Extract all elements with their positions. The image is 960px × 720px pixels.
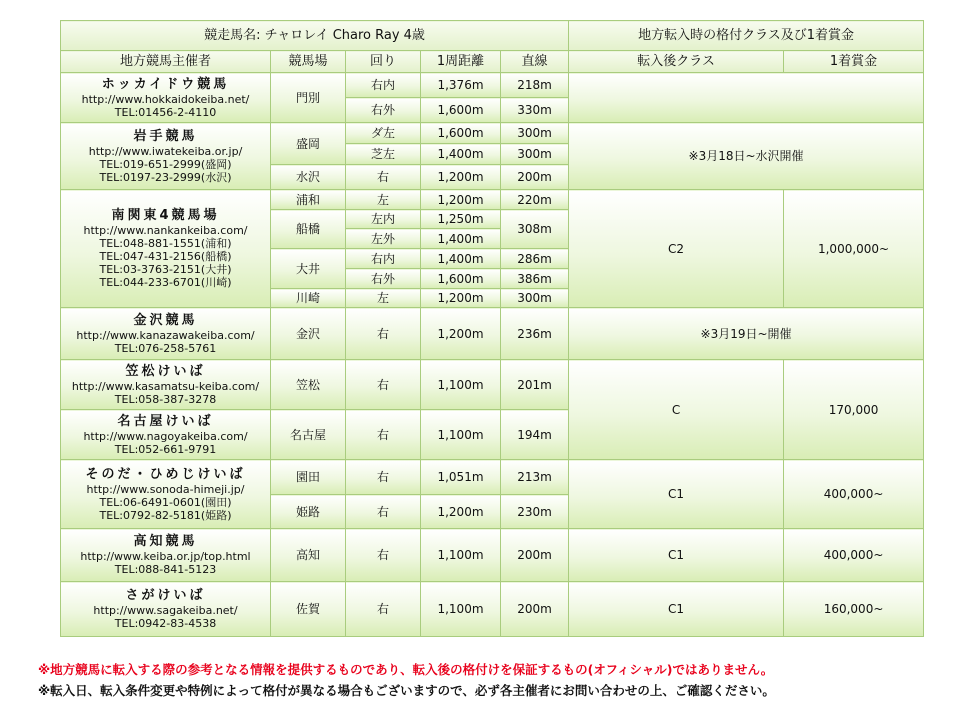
organizer-url[interactable]: http://www.hokkaidokeiba.net/ bbox=[81, 92, 250, 106]
turn-cell: 左内 bbox=[346, 210, 421, 229]
distance-cell: 1,200m bbox=[421, 495, 501, 529]
organizer-url[interactable]: http://www.kanazawakeiba.com/ bbox=[76, 328, 255, 342]
distance-cell: 1,400m bbox=[421, 144, 501, 165]
distance-cell: 1,600m bbox=[421, 123, 501, 144]
organizer-hokkaido bbox=[61, 73, 271, 123]
organizer-kanazawa bbox=[61, 308, 271, 360]
table-header-row-1 bbox=[61, 21, 924, 51]
track-cell: 浦和 bbox=[271, 190, 346, 210]
col-turn: 回り bbox=[346, 51, 421, 73]
turn-cell: 右内 bbox=[346, 249, 421, 269]
organizer-tel: TEL:01456-2-4110 bbox=[114, 105, 217, 119]
turn-cell: 右 bbox=[346, 165, 421, 190]
turn-cell: 芝左 bbox=[346, 144, 421, 165]
straight-cell: 300m bbox=[501, 123, 569, 144]
organizer-tel: TEL:048-881-1551(浦和) bbox=[99, 237, 232, 250]
class-saga: C1 bbox=[569, 582, 784, 637]
organizer-name: さがけいば bbox=[125, 588, 206, 603]
distance-cell: 1,600m bbox=[421, 269, 501, 289]
organizer-name: 岩手競馬 bbox=[133, 128, 198, 144]
organizer-name: 高知競馬 bbox=[133, 534, 198, 549]
organizer-iwate bbox=[61, 123, 271, 190]
organizer-tel: TEL:0942-83-4538 bbox=[114, 617, 217, 630]
distance-cell: 1,400m bbox=[421, 249, 501, 269]
turn-cell: 右 bbox=[346, 495, 421, 529]
organizer-tel: TEL:0197-23-2999(水沢) bbox=[99, 170, 232, 184]
straight-cell: 201m bbox=[501, 360, 569, 410]
turn-cell: 左 bbox=[346, 190, 421, 210]
table-row bbox=[61, 460, 924, 495]
prize-minami-kanto: 1,000,000~ bbox=[784, 190, 924, 308]
turn-cell: 右 bbox=[346, 410, 421, 460]
distance-cell: 1,200m bbox=[421, 308, 501, 360]
table-row bbox=[61, 123, 924, 144]
organizer-nagoya bbox=[61, 410, 271, 460]
turn-cell: 右 bbox=[346, 308, 421, 360]
table-header-row-2 bbox=[61, 51, 924, 73]
col-prize: 1着賞金 bbox=[784, 51, 924, 73]
organizer-name: 名古屋けいば bbox=[117, 413, 214, 429]
prize-saga: 160,000~ bbox=[784, 582, 924, 637]
transfer-header: 地方転入時の格付クラス及び1着賞金 bbox=[569, 21, 924, 51]
organizer-url[interactable]: http://www.iwatekeiba.or.jp/ bbox=[88, 144, 243, 158]
organizer-kochi bbox=[61, 529, 271, 582]
organizer-tel: TEL:058-387-3278 bbox=[114, 392, 217, 406]
turn-cell: 右 bbox=[346, 360, 421, 410]
col-distance: 1周距離 bbox=[421, 51, 501, 73]
horse-name-header: 競走馬名: チャロレイ Charo Ray 4歳 bbox=[61, 21, 569, 51]
distance-cell: 1,200m bbox=[421, 190, 501, 210]
disclaimer-note: ※地方競馬に転入する際の参考となる情報を提供するものであり、転入後の格付けを保証するもの(オフィシャル)ではありません。 bbox=[38, 662, 774, 677]
organizer-tel: TEL:047-431-2156(船橋) bbox=[99, 250, 232, 263]
turn-cell: 右内 bbox=[346, 73, 421, 98]
col-class: 転入後クラス bbox=[569, 51, 784, 73]
turn-cell: 右外 bbox=[346, 269, 421, 289]
turn-cell: ダ左 bbox=[346, 123, 421, 144]
track-cell: 笠松 bbox=[271, 360, 346, 410]
turn-cell: 右外 bbox=[346, 98, 421, 123]
distance-cell: 1,250m bbox=[421, 210, 501, 229]
turn-cell: 右 bbox=[346, 529, 421, 582]
distance-cell: 1,200m bbox=[421, 165, 501, 190]
organizer-hyogo bbox=[61, 460, 271, 529]
organizer-tel: TEL:019-651-2999(盛岡) bbox=[99, 157, 232, 171]
organizer-url[interactable]: http://www.nankankeiba.com/ bbox=[83, 224, 248, 237]
class-note-iwate: ※3月18日~水沢開催 bbox=[569, 123, 924, 190]
col-track: 競馬場 bbox=[271, 51, 346, 73]
organizer-tel: TEL:0792-82-5181(姫路) bbox=[99, 508, 232, 522]
straight-cell: 386m bbox=[501, 269, 569, 289]
organizer-name: 金沢競馬 bbox=[133, 312, 198, 328]
organizer-name: 南関東4競馬場 bbox=[111, 208, 220, 223]
track-cell: 園田 bbox=[271, 460, 346, 495]
distance-cell: 1,100m bbox=[421, 529, 501, 582]
distance-cell: 1,051m bbox=[421, 460, 501, 495]
table-row bbox=[61, 190, 924, 210]
organizer-url[interactable]: http://www.sonoda-himeji.jp/ bbox=[86, 482, 245, 496]
straight-cell: 300m bbox=[501, 144, 569, 165]
organizer-url[interactable]: http://www.kasamatsu-keiba.com/ bbox=[71, 379, 260, 393]
distance-cell: 1,600m bbox=[421, 98, 501, 123]
organizer-url[interactable]: http://www.keiba.or.jp/top.html bbox=[80, 550, 251, 563]
organizer-name: そのだ・ひめじけいば bbox=[85, 466, 246, 482]
disclaimer-notes bbox=[38, 659, 948, 701]
table-row bbox=[61, 308, 924, 360]
organizer-saga bbox=[61, 582, 271, 637]
race-info-table bbox=[60, 20, 924, 637]
table-row bbox=[61, 73, 924, 98]
track-cell: 盛岡 bbox=[271, 123, 346, 165]
track-cell: 名古屋 bbox=[271, 410, 346, 460]
track-cell: 高知 bbox=[271, 529, 346, 582]
straight-cell: 286m bbox=[501, 249, 569, 269]
track-cell: 佐賀 bbox=[271, 582, 346, 637]
distance-cell: 1,400m bbox=[421, 229, 501, 249]
track-cell: 船橋 bbox=[271, 210, 346, 249]
turn-cell: 右 bbox=[346, 582, 421, 637]
organizer-minami-kanto bbox=[61, 190, 271, 308]
straight-cell: 308m bbox=[501, 210, 569, 249]
straight-cell: 194m bbox=[501, 410, 569, 460]
straight-cell: 220m bbox=[501, 190, 569, 210]
distance-cell: 1,376m bbox=[421, 73, 501, 98]
col-straight: 直線 bbox=[501, 51, 569, 73]
table-row bbox=[61, 529, 924, 582]
track-cell: 川崎 bbox=[271, 289, 346, 308]
class-note-kanazawa: ※3月19日~開催 bbox=[569, 308, 924, 360]
straight-cell: 200m bbox=[501, 165, 569, 190]
track-cell: 水沢 bbox=[271, 165, 346, 190]
distance-cell: 1,100m bbox=[421, 582, 501, 637]
track-cell: 金沢 bbox=[271, 308, 346, 360]
prize-kochi: 400,000~ bbox=[784, 529, 924, 582]
prize-hyogo: 400,000~ bbox=[784, 460, 924, 529]
straight-cell: 300m bbox=[501, 289, 569, 308]
distance-cell: 1,200m bbox=[421, 289, 501, 308]
turn-cell: 右 bbox=[346, 460, 421, 495]
straight-cell: 218m bbox=[501, 73, 569, 98]
organizer-tel: TEL:044-233-6701(川崎) bbox=[99, 276, 232, 289]
track-cell: 大井 bbox=[271, 249, 346, 289]
prize-chukyo: 170,000 bbox=[784, 360, 924, 460]
turn-cell: 左 bbox=[346, 289, 421, 308]
organizer-url[interactable]: http://www.nagoyakeiba.com/ bbox=[83, 429, 248, 443]
table-row bbox=[61, 582, 924, 637]
straight-cell: 200m bbox=[501, 582, 569, 637]
distance-cell: 1,100m bbox=[421, 410, 501, 460]
class-minami-kanto: C2 bbox=[569, 190, 784, 308]
straight-cell: 200m bbox=[501, 529, 569, 582]
organizer-tel: TEL:088-841-5123 bbox=[114, 563, 217, 576]
straight-cell: 330m bbox=[501, 98, 569, 123]
class-chukyo: C bbox=[569, 360, 784, 460]
turn-cell: 左外 bbox=[346, 229, 421, 249]
organizer-tel: TEL:076-258-5761 bbox=[114, 341, 217, 355]
class-cell-hokkaido bbox=[569, 73, 924, 123]
organizer-name: ホッカイドウ競馬 bbox=[101, 76, 230, 92]
organizer-tel: TEL:06-6491-0601(園田) bbox=[99, 495, 232, 509]
organizer-name: 笠松けいば bbox=[125, 363, 206, 379]
disclaimer-note: ※転入日、転入条件変更や特例によって格付が異なる場合もございますので、必ず各主催者にお問い合わせの上、ご確認ください。 bbox=[38, 683, 775, 698]
organizer-kasamatsu bbox=[61, 360, 271, 410]
organizer-tel: TEL:052-661-9791 bbox=[114, 442, 217, 456]
class-hyogo: C1 bbox=[569, 460, 784, 529]
straight-cell: 213m bbox=[501, 460, 569, 495]
class-kochi: C1 bbox=[569, 529, 784, 582]
track-cell: 姫路 bbox=[271, 495, 346, 529]
col-organizer: 地方競馬主催者 bbox=[61, 51, 271, 73]
table-row bbox=[61, 360, 924, 410]
straight-cell: 230m bbox=[501, 495, 569, 529]
track-cell: 門別 bbox=[271, 73, 346, 123]
distance-cell: 1,100m bbox=[421, 360, 501, 410]
organizer-tel: TEL:03-3763-2151(大井) bbox=[99, 263, 232, 276]
straight-cell: 236m bbox=[501, 308, 569, 360]
organizer-url[interactable]: http://www.sagakeiba.net/ bbox=[93, 604, 238, 617]
